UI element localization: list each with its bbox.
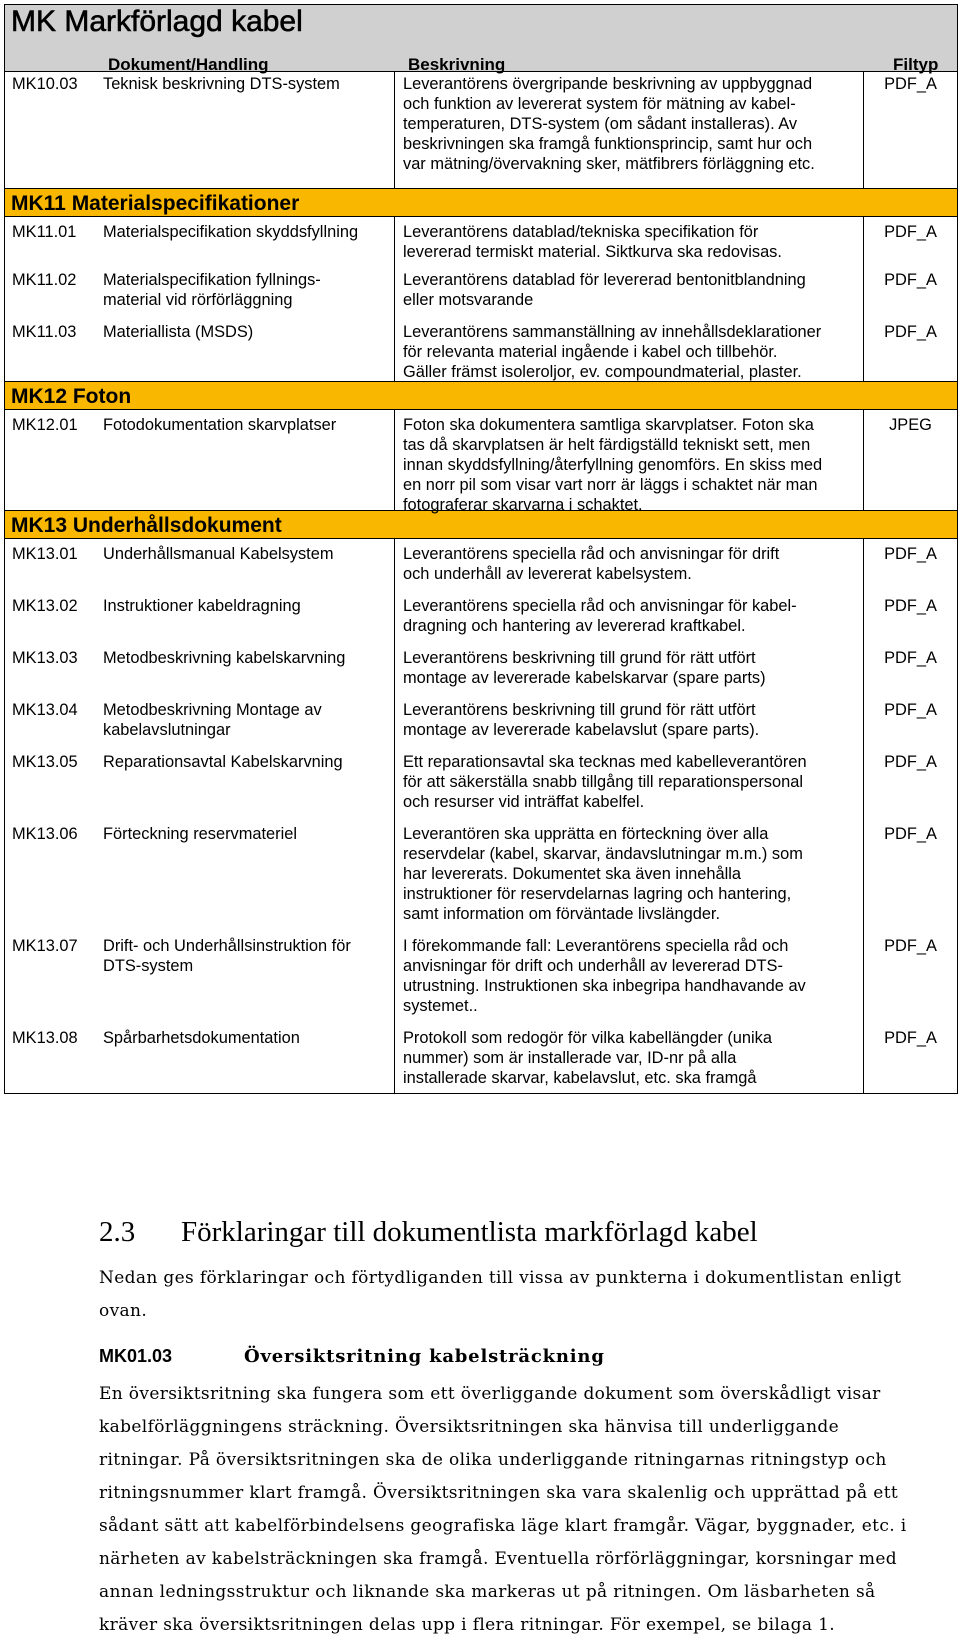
- intro-line: ovan.: [99, 1301, 148, 1321]
- description-line: var mätning/övervakning sker, mätfibrers förläggning etc.: [403, 155, 815, 173]
- row-document: [97, 1023, 395, 1093]
- row-filetype: PDF_A: [863, 72, 957, 188]
- description-line: Protokoll som redogör för vilka kabellängder (unika: [403, 1029, 772, 1047]
- row-filetype: PDF_A: [863, 819, 957, 931]
- table-row: [5, 410, 957, 514]
- header-filetype: Filtyp: [893, 55, 939, 74]
- description-line: I förekommande fall: Leverantörens speciella råd och: [403, 937, 789, 955]
- row-description: [395, 643, 863, 695]
- row-filetype: PDF_A: [863, 931, 957, 1023]
- description-line: och resurser vid inträffat kabelfel.: [403, 793, 645, 811]
- description-line: för att säkerställa snabb tillgång till reparationspersonal: [403, 773, 803, 791]
- row-code: MK13.05: [12, 753, 78, 771]
- description-line: levererad termiskt material. Siktkurva ska redovisas.: [403, 243, 782, 261]
- row-description: [395, 695, 863, 747]
- table-row: [5, 72, 957, 188]
- row-filetype: JPEG: [863, 410, 957, 510]
- table-row: [5, 1023, 957, 1093]
- description-line: eller motsvarande: [403, 291, 534, 309]
- description-line: för relevanta material ingående i kabel och tillbehör.: [403, 343, 778, 361]
- row-code: MK13.01: [12, 545, 78, 563]
- description-line: samt information om förväntade livslängder.: [403, 905, 721, 923]
- document-line: Materiallista (MSDS): [103, 323, 254, 341]
- row-filetype: PDF_A: [863, 539, 957, 591]
- row-description: [395, 410, 863, 514]
- section-number: 2.3: [99, 1216, 136, 1248]
- description-line: reservdelar (kabel, skarvar, ändavslutningar m.m.) som: [403, 845, 803, 863]
- row-description: [395, 317, 863, 381]
- body-line: ritningar. På översiktsritningen ska de olika underliggande ritningarnas ritningstyp och: [99, 1450, 887, 1470]
- description-line: Leverantörens beskrivning till grund för rätt utfört: [403, 649, 756, 667]
- row-document: [97, 539, 395, 591]
- document-line: Metodbeskrivning kabelskarvning: [103, 649, 346, 667]
- table-row: [5, 217, 957, 265]
- item-body: [99, 1378, 929, 1642]
- body-line: En översiktsritning ska fungera som ett överliggande dokument som överskådligt visar: [99, 1384, 881, 1404]
- description-line: fotograferar skarvarna i schaktet.: [403, 496, 643, 514]
- row-filetype: PDF_A: [863, 695, 957, 747]
- row-code: MK11.03: [12, 323, 77, 341]
- row-document: [97, 217, 395, 265]
- row-description: [395, 539, 863, 591]
- document-line: Fotodokumentation skarvplatser: [103, 416, 337, 434]
- description-line: och funktion av levererat system för mätning av kabel-: [403, 95, 796, 113]
- description-line: temperaturen, DTS-system (om sådant installeras). Av: [403, 115, 798, 133]
- row-document: [97, 931, 395, 1023]
- row-description: [395, 265, 863, 317]
- description-line: Leverantörens beskrivning till grund för rätt utfört: [403, 701, 756, 719]
- row-document: [97, 819, 395, 931]
- body-line: sådant sätt att kabelförbindelsens geografiska läge klart framgår. Vägar, byggnader, etc. i: [99, 1516, 907, 1536]
- row-code: MK13.08: [12, 1029, 78, 1047]
- row-description: [395, 217, 863, 265]
- section-header: MK13 Underhållsdokument: [5, 510, 957, 539]
- description-line: Leverantörens sammanställning av innehållsdeklarationer: [403, 323, 822, 341]
- document-line: Instruktioner kabeldragning: [103, 597, 301, 615]
- document-line: Materialspecifikation fyllnings-: [103, 271, 321, 289]
- row-code: MK11.02: [12, 271, 77, 289]
- row-document: [97, 265, 395, 317]
- row-document: [97, 695, 395, 747]
- row-filetype: PDF_A: [863, 1023, 957, 1093]
- table-row: [5, 747, 957, 819]
- description-line: systemet..: [403, 997, 478, 1015]
- row-code: MK11.01: [12, 223, 77, 241]
- row-filetype: PDF_A: [863, 643, 957, 695]
- row-document: [97, 317, 395, 381]
- row-code: MK13.02: [12, 597, 78, 615]
- row-code: MK13.06: [12, 825, 78, 843]
- intro-line: Nedan ges förklaringar och förtydliganden till vissa av punkterna i dokumentlistan enligt: [99, 1268, 902, 1288]
- row-filetype: PDF_A: [863, 265, 957, 317]
- document-line: Spårbarhetsdokumentation: [103, 1029, 300, 1047]
- table-title-bar: [5, 5, 957, 72]
- table-row: [5, 695, 957, 747]
- description-line: Ett reparationsavtal ska tecknas med kabelleverantören: [403, 753, 807, 771]
- row-code: MK12.01: [12, 416, 78, 434]
- description-line: montage av levererade kabelskarvar (spare parts): [403, 669, 766, 687]
- document-line: Underhållsmanual Kabelsystem: [103, 545, 334, 563]
- row-description: [395, 931, 863, 1023]
- row-filetype: PDF_A: [863, 747, 957, 819]
- item-heading: [99, 1346, 929, 1367]
- body-line: kabelförläggningens sträckning. Översiktsritningen ska hänvisa till underliggande: [99, 1417, 840, 1437]
- description-line: anvisningar för drift och underhåll av levererad DTS-: [403, 957, 783, 975]
- body-line: ritningsnummer klart framgå. Översiktsritningen ska vara skalenlig och upprättad på ett: [99, 1483, 899, 1503]
- description-line: Foton ska dokumentera samtliga skarvplatser. Foton ska: [403, 416, 814, 434]
- document-line: Drift- och Underhållsinstruktion för: [103, 937, 351, 955]
- body-line: närheten av kabelsträckningen ska framgå. Eventuella rörförläggningar, korsningar med: [99, 1549, 898, 1569]
- description-line: Leverantörens speciella råd och anvisningar för kabel-: [403, 597, 797, 615]
- table-row: [5, 819, 957, 931]
- table-row: [5, 643, 957, 695]
- description-line: installerade skarvar, kabelavslut, etc. ska framgå: [403, 1069, 757, 1087]
- description-line: Gäller främst isoleroljor, ev. compoundmaterial, plaster.: [403, 363, 802, 381]
- description-line: och underhåll av levererat kabelsystem.: [403, 565, 692, 583]
- header-document: Dokument/Handling: [108, 55, 269, 74]
- section-header: MK12 Foton: [5, 381, 957, 410]
- header-description: Beskrivning: [408, 55, 506, 74]
- description-line: montage av levererade kabelavslut (spare parts).: [403, 721, 760, 739]
- body-line: kräver ska översiktsritningen delas upp i flera ritningar. För exempel, se bilaga 1.: [99, 1615, 836, 1635]
- table-row: [5, 265, 957, 317]
- row-description: [395, 591, 863, 643]
- row-document: [97, 410, 395, 510]
- document-line: kabelavslutningar: [103, 721, 231, 739]
- row-document: [97, 747, 395, 819]
- section-intro: [99, 1262, 929, 1328]
- row-document: Teknisk beskrivning DTS-system: [97, 72, 395, 188]
- description-line: Leverantörens speciella råd och anvisningar för drift: [403, 545, 780, 563]
- document-line: material vid rörförläggning: [103, 291, 293, 309]
- row-filetype: PDF_A: [863, 217, 957, 265]
- row-filetype: PDF_A: [863, 317, 957, 381]
- item-title: Översiktsritning kabelsträckning: [244, 1346, 605, 1367]
- body-line: annan ledningsstruktur och liknande ska markeras ut på ritningen. Om läsbarheten så: [99, 1582, 876, 1602]
- description-line: har levererats. Dokumentet ska även innehålla: [403, 865, 742, 883]
- row-code: MK13.07: [12, 937, 78, 955]
- row-description: [395, 72, 863, 188]
- description-line: beskrivningen ska framgå funktionsprincip, samt hur och: [403, 135, 813, 153]
- row-code: MK13.03: [12, 649, 78, 667]
- description-line: tas då skarvplatsen är helt färdigställd tekniskt sett, men: [403, 436, 811, 454]
- row-filetype: PDF_A: [863, 591, 957, 643]
- section-header: MK11 Materialspecifikationer: [5, 188, 957, 217]
- description-line: en norr pil som visar vart norr är läggs i schaktet när man: [403, 476, 818, 494]
- row-document: [97, 643, 395, 695]
- row-code: MK10.03: [12, 75, 78, 93]
- document-line: Förteckning reservmateriel: [103, 825, 298, 843]
- description-line: Leverantörens övergripande beskrivning av uppbyggnad: [403, 75, 813, 93]
- table-row: [5, 317, 957, 381]
- document-line: Metodbeskrivning Montage av: [103, 701, 322, 719]
- table-title: MK Markförlagd kabel: [11, 5, 303, 38]
- description-line: nummer) som är installerade var, ID-nr på alla: [403, 1049, 737, 1067]
- document-line: DTS-system: [103, 957, 194, 975]
- description-line: instruktioner för reservdelarnas lagring och hantering,: [403, 885, 792, 903]
- table-body: [5, 72, 957, 1093]
- description-line: dragning och hantering av levererad kraftkabel.: [403, 617, 746, 635]
- section-heading: [99, 1216, 929, 1249]
- description-line: Leverantören ska upprätta en förteckning över alla: [403, 825, 769, 843]
- table-row: [5, 539, 957, 591]
- document-line: Materialspecifikation skyddsfyllning: [103, 223, 359, 241]
- table-row: [5, 931, 957, 1023]
- table-row: [5, 591, 957, 643]
- row-code: MK13.04: [12, 701, 78, 719]
- row-description: [395, 1023, 863, 1093]
- section-title: Förklaringar till dokumentlista markförlagd kabel: [181, 1216, 758, 1248]
- document-line: Reparationsavtal Kabelskarvning: [103, 753, 343, 771]
- description-line: Leverantörens datablad för levererad bentonitblandning: [403, 271, 806, 289]
- row-description: [395, 747, 863, 819]
- description-line: Leverantörens datablad/tekniska specifikation för: [403, 223, 759, 241]
- item-code: MK01.03: [99, 1346, 173, 1366]
- description-line: utrustning. Instruktionen ska inbegripa handhavande av: [403, 977, 806, 995]
- document-table: [4, 4, 958, 1094]
- row-description: [395, 819, 863, 931]
- description-line: innan skyddsfyllning/återfyllning genomförs. En skiss med: [403, 456, 823, 474]
- row-document: [97, 591, 395, 643]
